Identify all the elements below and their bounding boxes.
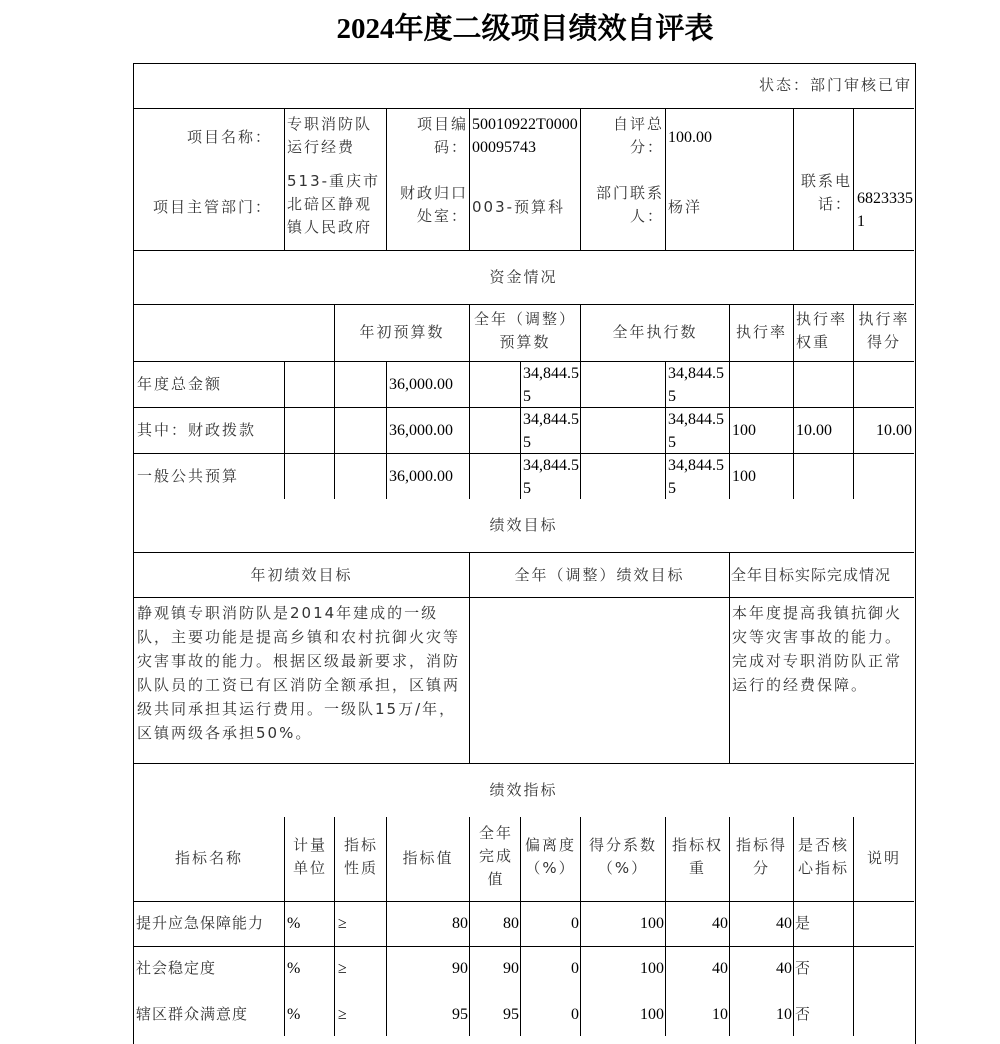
self-score-value: 100.00 — [668, 129, 712, 146]
funds-header-weight: 执行率权重 — [796, 310, 848, 351]
funds-header-adjusted: 全年（调整）预算数 — [473, 310, 576, 351]
grid-line — [793, 304, 794, 361]
contact-label: 部门联系人： — [595, 184, 664, 225]
ind-header-coef: 得分系数（%） — [588, 836, 657, 877]
grid-line — [729, 361, 730, 499]
ind-row-nature: ≥ — [338, 960, 347, 977]
ind-header-core: 是否核心指标 — [797, 836, 849, 877]
funds-row-weight: 10.00 — [796, 422, 832, 439]
divider — [133, 108, 914, 109]
self-score-label: 自评总分： — [612, 115, 664, 156]
grid-line — [793, 108, 794, 250]
goals-actual-text: 本年度提高我镇抗御火灾等灾害事故的能力。完成对专职消防队正常运行的经费保障。 — [732, 604, 903, 694]
ind-header-weight: 指标权重 — [671, 836, 723, 877]
status-text: 状态：部门审核已审 — [758, 76, 912, 94]
ind-row-nature: ≥ — [338, 915, 347, 932]
dept-label: 项目主管部门： — [152, 198, 272, 216]
ind-row-deviation: 0 — [571, 1006, 579, 1023]
goals-header-adjusted: 全年（调整）绩效目标 — [514, 566, 685, 584]
grid-line — [386, 361, 387, 499]
grid-line — [469, 361, 470, 499]
funds-row-adjusted: 34,844.55 — [523, 365, 579, 405]
divider — [133, 946, 914, 947]
ind-header-name: 指标名称 — [174, 849, 243, 867]
funds-row-adjusted: 34,844.55 — [523, 411, 579, 451]
ind-row-target: 80 — [452, 915, 468, 932]
ind-row-target: 90 — [452, 960, 468, 977]
grid-line — [729, 552, 730, 763]
funds-row-name: 年度总金额 — [137, 375, 223, 393]
funds-row-rate: 100 — [732, 468, 756, 485]
divider — [133, 763, 914, 764]
ind-header-nature: 指标性质 — [343, 836, 378, 877]
phone-value: 68233351 — [857, 190, 913, 230]
funds-row-name: 一般公共预算 — [137, 467, 240, 485]
divider — [133, 597, 914, 598]
funds-row-initial: 36,000.00 — [389, 422, 453, 439]
ind-row-target: 95 — [452, 1006, 468, 1023]
dept-value: 513-重庆市北碚区静观镇人民政府 — [287, 172, 381, 236]
ind-row-weight: 40 — [712, 960, 728, 977]
funds-section-title: 资金情况 — [489, 268, 558, 286]
ind-row-name: 社会稳定度 — [136, 959, 217, 977]
divider — [133, 901, 914, 902]
page-title: 2024年度二级项目绩效自评表 — [336, 13, 714, 45]
funds-header-score: 执行率得分 — [858, 310, 910, 351]
grid-line — [793, 361, 794, 499]
funds-row-initial: 36,000.00 — [389, 468, 453, 485]
ind-row-actual: 80 — [503, 915, 519, 932]
ind-header-actual: 全年完成值 — [478, 824, 513, 888]
ind-row-core: 是 — [795, 914, 813, 932]
project-name-label: 项目名称： — [186, 128, 272, 146]
ind-row-unit: % — [287, 915, 301, 932]
finance-value: 003-预算科 — [472, 198, 566, 216]
ind-row-deviation: 0 — [571, 960, 579, 977]
ind-row-unit: % — [287, 1006, 301, 1023]
finance-label: 财政归口处室： — [399, 184, 468, 225]
grid-line — [665, 361, 666, 499]
funds-row-executed: 34,844.55 — [668, 457, 724, 497]
funds-row-score: 10.00 — [876, 422, 912, 439]
goals-initial-text: 静观镇专职消防队是2014年建成的一级队，主要功能是提高乡镇和农村抗御火灾等灾害事故的能力。根据区级最新要求，消防队队员的工资已有区消防全额承担，区镇两级共同承担其运行费用。一级队15万/年，区镇两级各承担50%。 — [137, 604, 461, 742]
grid-line — [386, 108, 387, 250]
ind-header-unit: 计量单位 — [292, 836, 327, 877]
ind-row-score: 10 — [776, 1006, 792, 1023]
grid-line — [469, 108, 470, 250]
ind-row-coef: 100 — [640, 1006, 664, 1023]
funds-header-initial: 年初预算数 — [359, 323, 445, 341]
project-code-label: 项目编码： — [416, 115, 468, 156]
goals-section-title: 绩效目标 — [489, 516, 558, 534]
ind-row-actual: 95 — [503, 1006, 519, 1023]
ind-row-core: 否 — [795, 959, 813, 977]
ind-header-score: 指标得分 — [735, 836, 787, 877]
grid-line — [580, 108, 581, 250]
ind-row-weight: 10 — [712, 1006, 728, 1023]
grid-line — [665, 108, 666, 250]
contact-value: 杨洋 — [668, 198, 703, 216]
ind-row-weight: 40 — [712, 915, 728, 932]
divider — [133, 552, 914, 553]
ind-row-score: 40 — [776, 960, 792, 977]
grid-line — [334, 817, 335, 1036]
ind-row-unit: % — [287, 960, 301, 977]
funds-row-rate: 100 — [732, 422, 756, 439]
ind-row-coef: 100 — [640, 915, 664, 932]
project-name-value: 专职消防队运行经费 — [287, 115, 373, 156]
project-code-value: 50010922T000000095743 — [472, 116, 578, 156]
ind-row-name: 提升应急保障能力 — [136, 914, 265, 932]
goals-header-initial: 年初绩效目标 — [250, 566, 353, 584]
funds-row-adjusted: 34,844.55 — [523, 457, 579, 497]
divider — [133, 304, 914, 305]
ind-row-name: 辖区群众满意度 — [136, 1005, 249, 1023]
grid-line — [580, 361, 581, 499]
funds-header-rate: 执行率 — [735, 323, 787, 341]
goals-header-actual: 全年目标实际完成情况 — [731, 566, 892, 584]
grid-line — [520, 361, 521, 499]
ind-row-deviation: 0 — [571, 915, 579, 932]
ind-header-deviation: 偏离度（%） — [524, 836, 576, 877]
ind-header-target: 指标值 — [402, 849, 454, 867]
grid-line — [334, 361, 335, 499]
phone-label: 联系电话： — [800, 172, 852, 213]
grid-line — [284, 361, 285, 499]
funds-row-executed: 34,844.55 — [668, 365, 724, 405]
ind-row-nature: ≥ — [338, 1006, 347, 1023]
indicators-section-title: 绩效指标 — [489, 781, 558, 799]
ind-header-note: 说明 — [866, 849, 901, 867]
funds-row-name: 其中：财政拨款 — [137, 421, 257, 439]
funds-row-executed: 34,844.55 — [668, 411, 724, 451]
ind-row-coef: 100 — [640, 960, 664, 977]
divider — [133, 250, 914, 251]
grid-line — [284, 108, 285, 250]
ind-row-actual: 90 — [503, 960, 519, 977]
grid-line — [853, 108, 854, 250]
ind-row-core: 否 — [795, 1005, 813, 1023]
funds-header-executed: 全年执行数 — [612, 323, 698, 341]
ind-row-score: 40 — [776, 915, 792, 932]
funds-row-initial: 36,000.00 — [389, 376, 453, 393]
